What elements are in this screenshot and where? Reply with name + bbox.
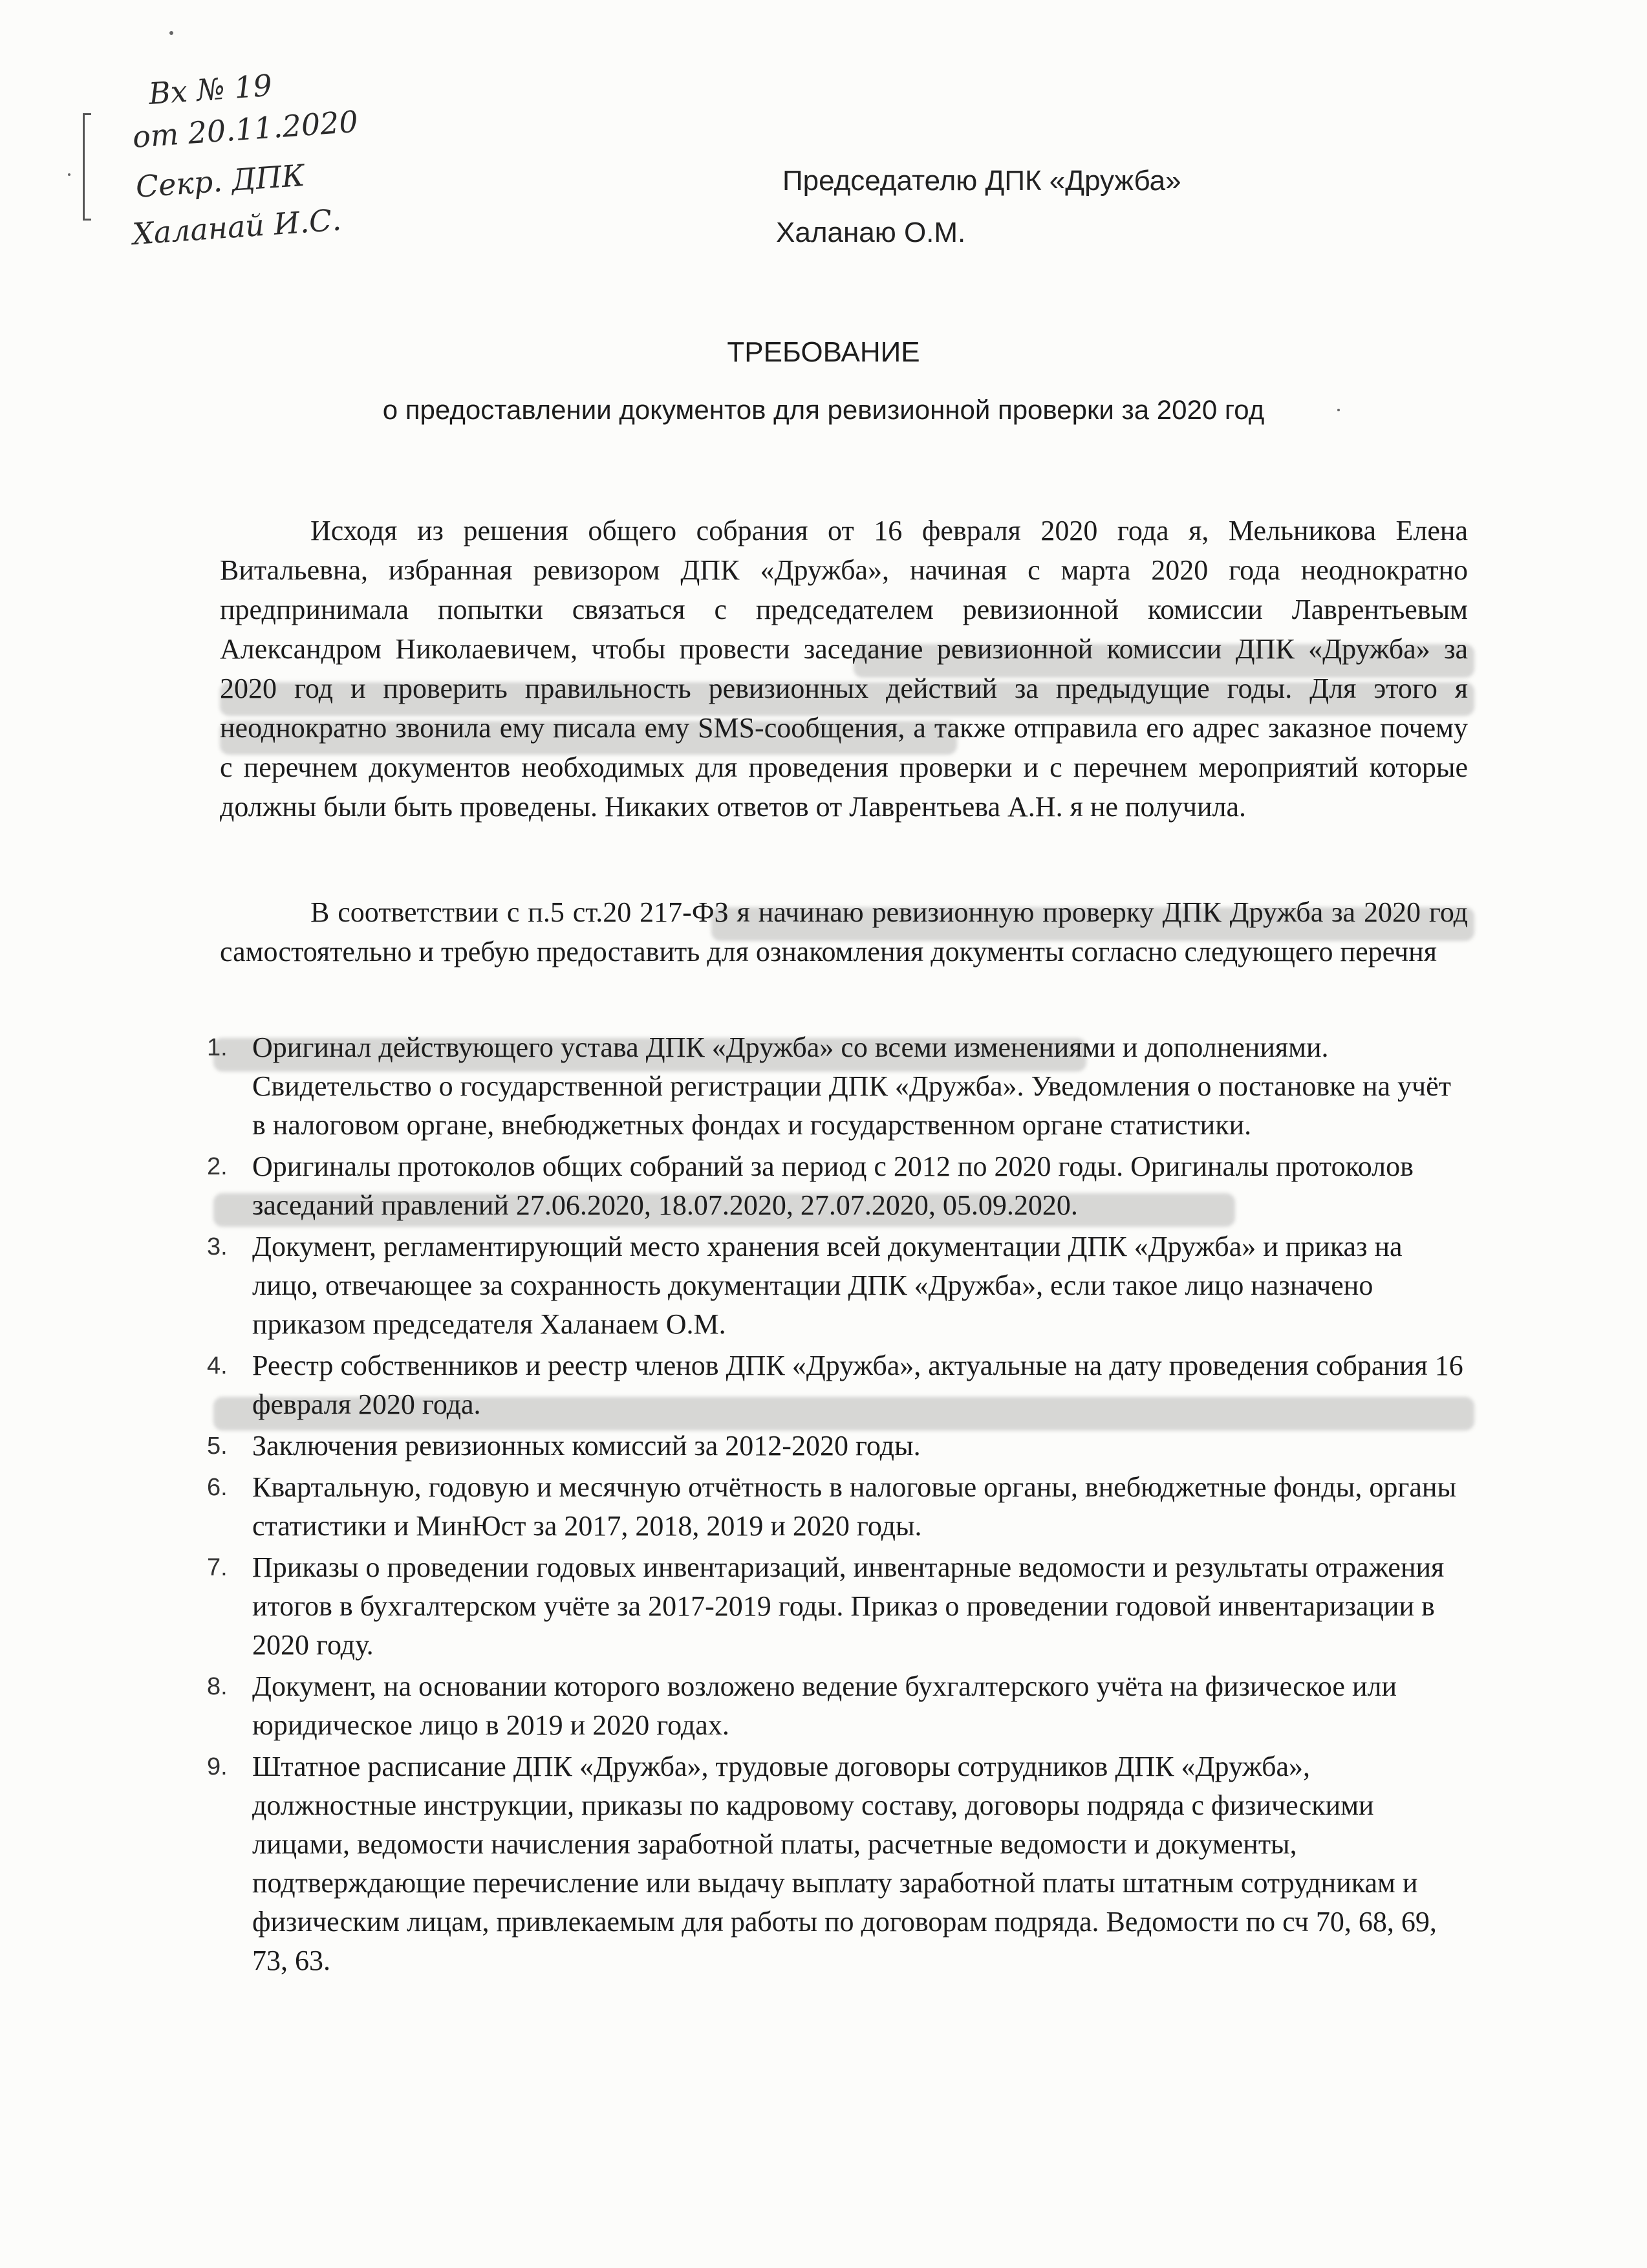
document-list: [207, 1028, 1468, 1983]
document-title: ТРЕБОВАНИЕ: [727, 336, 920, 368]
list-text: Приказы о проведении годовых инвентаризаций, инвентарные ведомости и результаты отражения итогов в бухгалтерском учёте за 2017-2019 годы. Приказ о проведении годовой инвентаризации в 2020 году.: [252, 1551, 1445, 1661]
stamp-date: от 20.11.2020: [131, 103, 360, 155]
list-item: [207, 1468, 1468, 1546]
list-number: 9.: [207, 1753, 228, 1780]
stamp-incoming-number: Вх № 19: [147, 67, 274, 111]
scan-speck: [169, 31, 173, 35]
body-paragraph-1: [220, 511, 1468, 826]
list-number: 4.: [207, 1352, 228, 1379]
stamp-secretary-name: Халанай И.С.: [131, 202, 343, 252]
document-subtitle: о предоставлении документов для ревизионной проверки за 2020 год: [382, 394, 1265, 425]
paragraph-text: Исходя из решения общего собрания от 16 февраля 2020 года я, Мельникова Елена Витальевна, избранная ревизором ДПК «Дружба», начиная с марта 2020 года неоднократно предпринимала попытки связаться с председателем ревизионной комиссии Лаврентьевым Александром Николаевичем, чтобы провести заседание ревизионной комиссии ДПК «Дружба» за 2020 год и проверить правильность ревизионных действий за предыдущие годы. Для этого я неоднократно звонила ему писала ему SMS-сообщения, а также отправила его адрес заказное почему с перечнем документов необходимых для проведения проверки и с перечнем мероприятий которые должны были быть проведены. Никаких ответов от Лаврентьева А.Н. я не получила.: [220, 515, 1468, 823]
list-number: 3.: [207, 1233, 228, 1260]
list-item: [207, 1427, 1468, 1465]
list-text: Документ, регламентирующий место хранения всей документации ДПК «Дружба» и приказ на лицо, отвечающее за сохранность документации ДПК «Дружба», если такое лицо назначено приказом председателя Халанаем О.М.: [252, 1231, 1403, 1340]
list-item: [207, 1346, 1468, 1424]
list-text: Реестр собственников и реестр членов ДПК «Дружба», актуальные на дату проведения собрания 16 февраля 2020 года.: [252, 1350, 1463, 1420]
stamp-bracket: [83, 113, 91, 221]
list-item: [207, 1147, 1468, 1225]
scan-speck: [68, 173, 70, 176]
paragraph-text: В соответствии с п.5 ст.20 217-ФЗ я начинаю ревизионную проверку ДПК Дружба за 2020 год самостоятельно и требую предоставить для ознакомления документы согласно следующего перечня: [220, 896, 1468, 967]
list-item: [207, 1548, 1468, 1665]
list-item: [207, 1667, 1468, 1745]
list-text: Заключения ревизионных комиссий за 2012-2020 годы.: [252, 1430, 921, 1462]
stamp-secretary: Секр. ДПК: [135, 157, 306, 204]
list-number: 8.: [207, 1673, 228, 1700]
body-paragraph-2: [220, 892, 1468, 971]
list-text: Оригиналы протоколов общих собраний за период с 2012 по 2020 годы. Оригиналы протоколов заседаний правлений 27.06.2020, 18.07.2020, 27.07.2020, 05.09.2020.: [252, 1150, 1414, 1221]
list-number: 2.: [207, 1153, 228, 1180]
list-item: [207, 1747, 1468, 1980]
list-number: 6.: [207, 1474, 228, 1501]
list-item: [207, 1028, 1468, 1145]
list-item: [207, 1227, 1468, 1344]
list-number: 1.: [207, 1034, 228, 1061]
list-text: Документ, на основании которого возложено ведение бухгалтерского учёта на физическое или юридическое лицо в 2019 и 2020 годах.: [252, 1670, 1397, 1741]
list-text: Квартальную, годовую и месячную отчётность в налоговые органы, внебюджетные фонды, органы статистики и МинЮст за 2017, 2018, 2019 и 2020 годы.: [252, 1471, 1457, 1542]
addressee-name: Халанаю О.М.: [776, 217, 966, 248]
list-number: 7.: [207, 1554, 228, 1581]
list-number: 5.: [207, 1432, 228, 1460]
list-text: Штатное расписание ДПК «Дружба», трудовые договоры сотрудников ДПК «Дружба», должностные инструкции, приказы по кадровому составу, договоры подряда с физическими лицами, ведомости начисления заработной платы, расчетные ведомости и документы, подтверждающие перечисление или выдачу выплату заработной платы штатным сотрудникам и физическим лицам, привлекаемым для работы по договорам подряда. Ведомости по сч 70, 68, 69, 73, 63.: [252, 1751, 1437, 1976]
addressee-position: Председателю ДПК «Дружба»: [782, 165, 1181, 197]
list-text: Оригинал действующего устава ДПК «Дружба» со всеми изменениями и дополнениями. Свидетельство о государственной регистрации ДПК «Дружба». Уведомления о постановке на учёт в налоговом органе, внебюджетных фондах и государственном органе статистики.: [252, 1031, 1451, 1141]
